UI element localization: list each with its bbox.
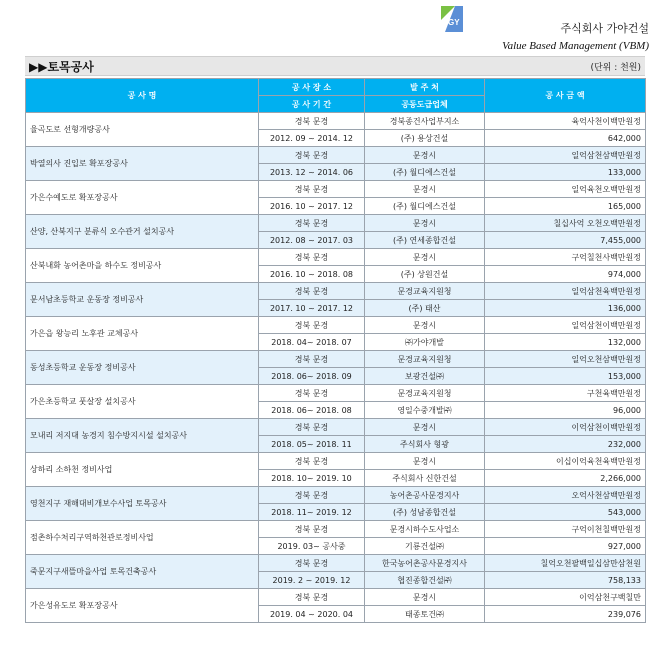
partner-company: 주식회사 형광 bbox=[365, 436, 485, 453]
table-row bbox=[26, 317, 646, 334]
project-name: 산북내화 농어촌마을 하수도 정비공사 bbox=[26, 249, 259, 283]
project-period: 2012. 08 ~ 2017. 03 bbox=[259, 232, 365, 249]
project-period: 2018. 06~ 2018. 09 bbox=[259, 368, 365, 385]
partner-company: (주) 태산 bbox=[365, 300, 485, 317]
project-name: 박열의사 진입로 확포장공사 bbox=[26, 147, 259, 181]
project-period: 2018. 04~ 2018. 07 bbox=[259, 334, 365, 351]
partner-company: 협진종합건설㈜ bbox=[365, 572, 485, 589]
project-period: 2019. 2 ~ 2019. 12 bbox=[259, 572, 365, 589]
project-period: 2017. 10 ~ 2017. 12 bbox=[259, 300, 365, 317]
project-owner: 경북종건사업부지소 bbox=[365, 113, 485, 130]
project-location: 경북 문경 bbox=[259, 521, 365, 538]
project-location: 경북 문경 bbox=[259, 589, 365, 606]
amount-value: 96,000 bbox=[485, 402, 646, 419]
project-owner: 한국농어촌공사문경지사 bbox=[365, 555, 485, 572]
amount-in-words: 구천육백만원정 bbox=[485, 385, 646, 402]
amount-in-words: 일억삼천삼백만원정 bbox=[485, 147, 646, 164]
project-location: 경북 문경 bbox=[259, 283, 365, 300]
amount-value: 153,000 bbox=[485, 368, 646, 385]
partner-company: (주) 성남종합건설 bbox=[365, 504, 485, 521]
project-owner: 문경교육지원청 bbox=[365, 351, 485, 368]
table-row bbox=[26, 589, 646, 606]
table-body bbox=[26, 113, 646, 623]
project-name: 모내리 저지대 농경지 침수방지시설 설치공사 bbox=[26, 419, 259, 453]
amount-value: 7,455,000 bbox=[485, 232, 646, 249]
header-amount: 공 사 금 액 bbox=[485, 79, 646, 113]
project-name: 죽문지구새뜰마을사업 토목건축공사 bbox=[26, 555, 259, 589]
project-name: 산양, 산북지구 분류식 오수관거 설치공사 bbox=[26, 215, 259, 249]
header-location: 공 사 장 소 bbox=[259, 79, 365, 96]
partner-company: 태종토건㈜ bbox=[365, 606, 485, 623]
project-period: 2016. 10 ~ 2018. 08 bbox=[259, 266, 365, 283]
project-period: 2018. 05~ 2018. 11 bbox=[259, 436, 365, 453]
project-owner: 문경시 bbox=[365, 215, 485, 232]
table-header bbox=[26, 79, 646, 113]
table-row bbox=[26, 385, 646, 402]
amount-in-words: 일억육천오백만원정 bbox=[485, 181, 646, 198]
project-location: 경북 문경 bbox=[259, 249, 365, 266]
project-location: 경북 문경 bbox=[259, 555, 365, 572]
project-period: 2018. 10~ 2019. 10 bbox=[259, 470, 365, 487]
table-row bbox=[26, 521, 646, 538]
project-owner: 문경시 bbox=[365, 453, 485, 470]
amount-in-words: 오억사천삼백만원정 bbox=[485, 487, 646, 504]
project-location: 경북 문경 bbox=[259, 181, 365, 198]
project-name: 가은수예도로 확포장공사 bbox=[26, 181, 259, 215]
amount-value: 927,000 bbox=[485, 538, 646, 555]
company-name: 주식회사 가야건설 bbox=[560, 22, 649, 35]
amount-value: 543,000 bbox=[485, 504, 646, 521]
partner-company: 기룡건설㈜ bbox=[365, 538, 485, 555]
table-row bbox=[26, 453, 646, 470]
project-owner: 문경시 bbox=[365, 147, 485, 164]
table-row bbox=[26, 351, 646, 368]
project-period: 2013. 12 ~ 2014. 06 bbox=[259, 164, 365, 181]
project-location: 경북 문경 bbox=[259, 215, 365, 232]
project-owner: 문경시 bbox=[365, 249, 485, 266]
table-row bbox=[26, 555, 646, 572]
project-owner: 농어촌공사문경지사 bbox=[365, 487, 485, 504]
project-period: 2016. 10 ~ 2017. 12 bbox=[259, 198, 365, 215]
amount-value: 239,076 bbox=[485, 606, 646, 623]
amount-value: 642,000 bbox=[485, 130, 646, 147]
project-location: 경북 문경 bbox=[259, 147, 365, 164]
project-location: 경북 문경 bbox=[259, 113, 365, 130]
partner-company: (주) 용상건설 bbox=[365, 130, 485, 147]
project-name: 점촌하수처리구역하천관로정비사업 bbox=[26, 521, 259, 555]
company-slogan: Value Based Management (VBM) bbox=[502, 40, 649, 52]
project-owner: 문경시 bbox=[365, 181, 485, 198]
amount-value: 232,000 bbox=[485, 436, 646, 453]
table-row bbox=[26, 419, 646, 436]
unit-label: (단위 : 천원) bbox=[590, 63, 641, 73]
project-location: 경북 문경 bbox=[259, 317, 365, 334]
project-name: 가은초등학교 풋살장 설치공사 bbox=[26, 385, 259, 419]
amount-in-words: 칠십사억 오천오백만원정 bbox=[485, 215, 646, 232]
project-location: 경북 문경 bbox=[259, 453, 365, 470]
section-header bbox=[25, 56, 645, 76]
amount-value: 758,133 bbox=[485, 572, 646, 589]
amount-in-words: 이억삼천이백만원정 bbox=[485, 419, 646, 436]
partner-company: ㈜가야개발 bbox=[365, 334, 485, 351]
partner-company: 보광건설㈜ bbox=[365, 368, 485, 385]
partner-company: (주) 연세종합건설 bbox=[365, 232, 485, 249]
header-period: 공 사 기 간 bbox=[259, 96, 365, 113]
table-row bbox=[26, 113, 646, 130]
project-owner: 문경교육지원청 bbox=[365, 385, 485, 402]
project-name: 동성초등학교 운동장 정비공사 bbox=[26, 351, 259, 385]
project-period: 2019. 03~ 공사중 bbox=[259, 538, 365, 555]
project-name: 영천지구 재해대비개보수사업 토목공사 bbox=[26, 487, 259, 521]
amount-value: 132,000 bbox=[485, 334, 646, 351]
amount-in-words: 이억삼천구백칠만 bbox=[485, 589, 646, 606]
amount-in-words: 구억이천칠백만원정 bbox=[485, 521, 646, 538]
project-name: 가은성유도로 확포장공사 bbox=[26, 589, 259, 623]
project-period: 2018. 11~ 2019. 12 bbox=[259, 504, 365, 521]
project-name: 상하리 소하천 정비사업 bbox=[26, 453, 259, 487]
table-row bbox=[26, 487, 646, 504]
project-owner: 문경교육지원청 bbox=[365, 283, 485, 300]
partner-company: 주식회사 신한건설 bbox=[365, 470, 485, 487]
project-name: 문서남초등학교 운동장 정비공사 bbox=[26, 283, 259, 317]
table-row bbox=[26, 249, 646, 266]
amount-value: 974,000 bbox=[485, 266, 646, 283]
table-row bbox=[26, 147, 646, 164]
partner-company: (주) 상원건설 bbox=[365, 266, 485, 283]
brand-header bbox=[399, 6, 649, 56]
amount-in-words: 이십이억육천육백만원정 bbox=[485, 453, 646, 470]
amount-in-words: 일억오천삼백만원정 bbox=[485, 351, 646, 368]
table-row bbox=[26, 181, 646, 198]
partner-company: (주) 월디에스건설 bbox=[365, 198, 485, 215]
amount-value: 133,000 bbox=[485, 164, 646, 181]
project-period: 2018. 06~ 2018. 08 bbox=[259, 402, 365, 419]
partner-company: (주) 월디에스건설 bbox=[365, 164, 485, 181]
header-partner: 공동도급업체 bbox=[365, 96, 485, 113]
project-table bbox=[25, 78, 646, 623]
project-location: 경북 문경 bbox=[259, 487, 365, 504]
partner-company: 영일수중개발㈜ bbox=[365, 402, 485, 419]
logo-text: GY bbox=[448, 18, 460, 27]
amount-in-words: 칠억오천팔백일십삼만삼천원 bbox=[485, 555, 646, 572]
amount-in-words: 육억사천이백만원정 bbox=[485, 113, 646, 130]
amount-in-words: 구억칠천사백만원정 bbox=[485, 249, 646, 266]
project-location: 경북 문경 bbox=[259, 351, 365, 368]
project-period: 2019. 04 ~ 2020. 04 bbox=[259, 606, 365, 623]
amount-value: 136,000 bbox=[485, 300, 646, 317]
section-title: ▶▶토목공사 bbox=[29, 60, 94, 74]
project-owner: 문경시 bbox=[365, 419, 485, 436]
gy-logo-icon bbox=[441, 6, 463, 32]
amount-value: 2,266,000 bbox=[485, 470, 646, 487]
project-owner: 문경시 bbox=[365, 317, 485, 334]
project-owner: 문경시 bbox=[365, 589, 485, 606]
project-location: 경북 문경 bbox=[259, 419, 365, 436]
table-row bbox=[26, 215, 646, 232]
amount-value: 165,000 bbox=[485, 198, 646, 215]
amount-in-words: 일억삼천이백만원정 bbox=[485, 317, 646, 334]
header-owner: 발 주 처 bbox=[365, 79, 485, 96]
project-owner: 문경시하수도사업소 bbox=[365, 521, 485, 538]
project-period: 2012. 09 ~ 2014. 12 bbox=[259, 130, 365, 147]
project-name: 율곡도로 선형개량공사 bbox=[26, 113, 259, 147]
project-location: 경북 문경 bbox=[259, 385, 365, 402]
amount-in-words: 일억삼천육백만원정 bbox=[485, 283, 646, 300]
table-row bbox=[26, 283, 646, 300]
header-name: 공 사 명 bbox=[26, 79, 259, 113]
project-name: 가은읍 왕능리 노후관 교체공사 bbox=[26, 317, 259, 351]
